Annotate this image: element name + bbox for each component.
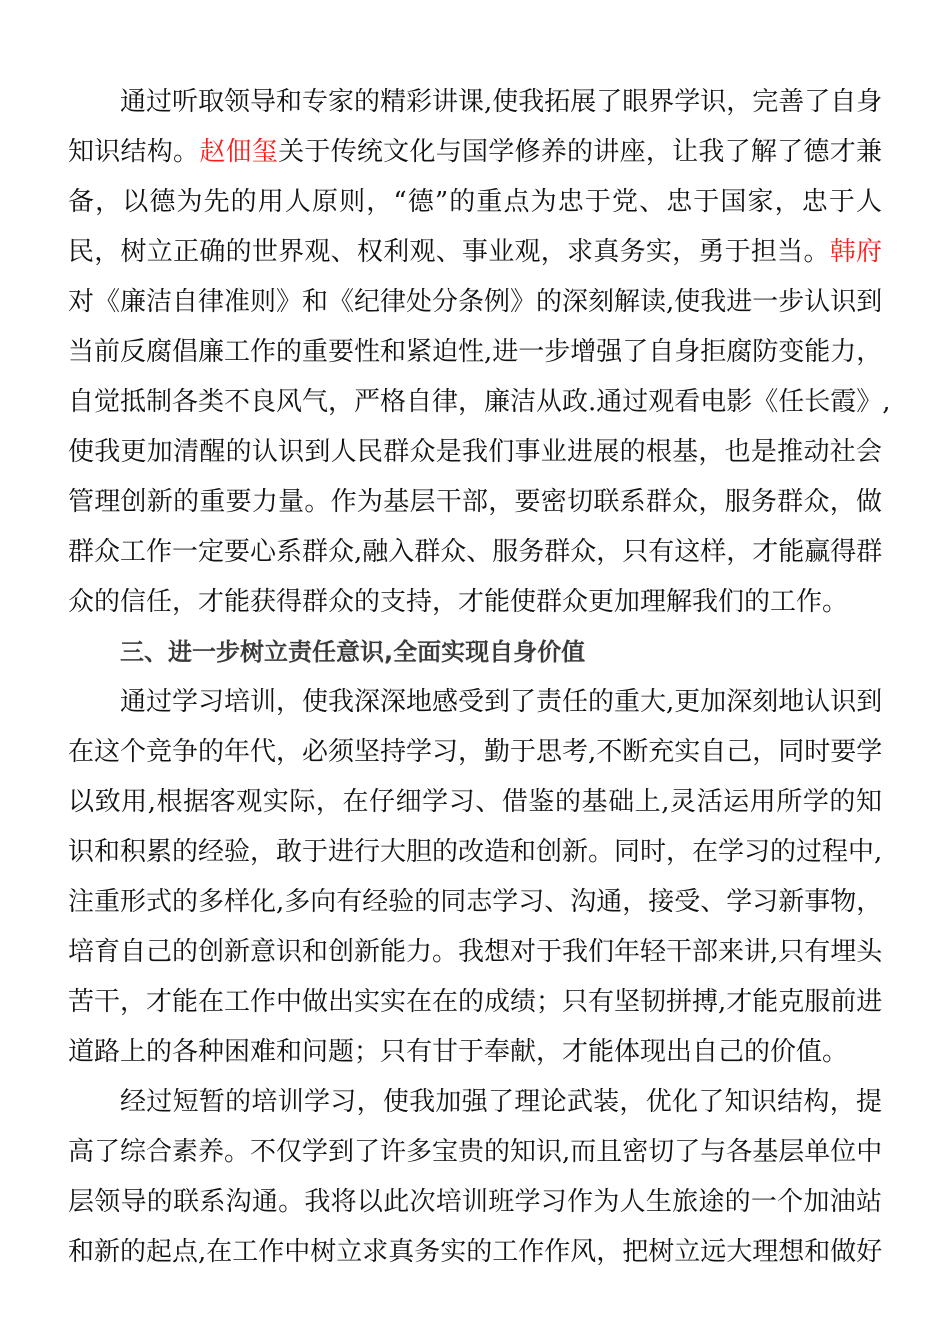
paragraph-1-line-5: 对《廉洁自律准则》和《纪律处分条例》的深刻解读,使我进一步认识到 xyxy=(68,287,883,317)
paragraph-1-line-4 xyxy=(68,227,882,277)
paragraph-2-line-1: 通过学习培训，使我深深地感受到了责任的重大,更加深刻地认识到 xyxy=(120,687,883,717)
section-heading: 三、进一步树立责任意识,全面实现自身价值 xyxy=(120,638,586,666)
highlighted-name: 韩府 xyxy=(829,237,882,267)
text-span: 知识结构。 xyxy=(68,137,200,167)
paragraph-3-line-1: 经过短暂的培训学习，使我加强了理论武装，优化了知识结构，提 xyxy=(120,1087,882,1117)
paragraph-1-line-8: 使我更加清醒的认识到人民群众是我们事业进展的根基，也是推动社会 xyxy=(68,437,882,467)
paragraph-2-line-7: 苦干，才能在工作中做出实实在在的成绩；只有坚韧拼搏,才能克服前进 xyxy=(68,987,883,1017)
paragraph-1-line-11: 众的信任，才能获得群众的支持，才能使群众更加理解我们的工作。 xyxy=(68,587,849,617)
paragraph-3-line-3: 层领导的联系沟通。我将以此次培训班学习作为人生旅途的一个加油站 xyxy=(68,1187,882,1217)
text-span: 民，树立正确的世界观、权利观、事业观，求真务实，勇于担当。 xyxy=(68,237,830,267)
paragraph-1-line-9: 管理创新的重要力量。作为基层干部，要密切联系群众，服务群众，做 xyxy=(68,487,882,517)
paragraph-1-line-6: 当前反腐倡廉工作的重要性和紧迫性,进一步增强了自身拒腐防变能力， xyxy=(68,337,883,367)
paragraph-1-line-1: 通过听取领导和专家的精彩讲课,使我拓展了眼界学识，完善了自身 xyxy=(120,87,883,117)
paragraph-1-line-3: 备，以德为先的用人原则，“德”的重点为忠于党、忠于国家，忠于人 xyxy=(68,187,882,217)
paragraph-2-line-5: 注重形式的多样化,多向有经验的同志学习、沟通，接受、学习新事物， xyxy=(68,887,883,917)
paragraph-1-line-7: 自觉抵制各类不良风气，严格自律，廉洁从政.通过观看电影《任长霞》, xyxy=(68,387,891,417)
text-span: 关于传统文化与国学修养的讲座，让我了解了德才兼 xyxy=(278,137,882,167)
highlighted-name: 赵佃玺 xyxy=(199,137,279,167)
paragraph-1-line-10: 群众工作一定要心系群众,融入群众、服务群众，只有这样，才能赢得群 xyxy=(68,537,883,567)
paragraph-2-line-2: 在这个竞争的年代，必须坚持学习，勤于思考,不断充实自己，同时要学 xyxy=(68,737,883,767)
paragraph-2-line-4: 识和积累的经验，敢于进行大胆的改造和创新。同时，在学习的过程中, xyxy=(68,837,883,867)
paragraph-2-line-6: 培育自己的创新意识和创新能力。我想对于我们年轻干部来讲,只有埋头 xyxy=(68,937,883,967)
paragraph-3-line-2: 高了综合素养。不仅学到了许多宝贵的知识,而且密切了与各基层单位中 xyxy=(68,1137,883,1167)
paragraph-1-line-2 xyxy=(68,127,882,177)
paragraph-2-line-8: 道路上的各种困难和问题；只有甘于奉献，才能体现出自己的价值。 xyxy=(68,1037,849,1067)
paragraph-2-line-3: 以致用,根据客观实际，在仔细学习、借鉴的基础上,灵活运用所学的知 xyxy=(68,787,882,817)
paragraph-3-line-4: 和新的起点,在工作中树立求真务实的工作作风，把树立远大理想和做好 xyxy=(68,1237,883,1267)
